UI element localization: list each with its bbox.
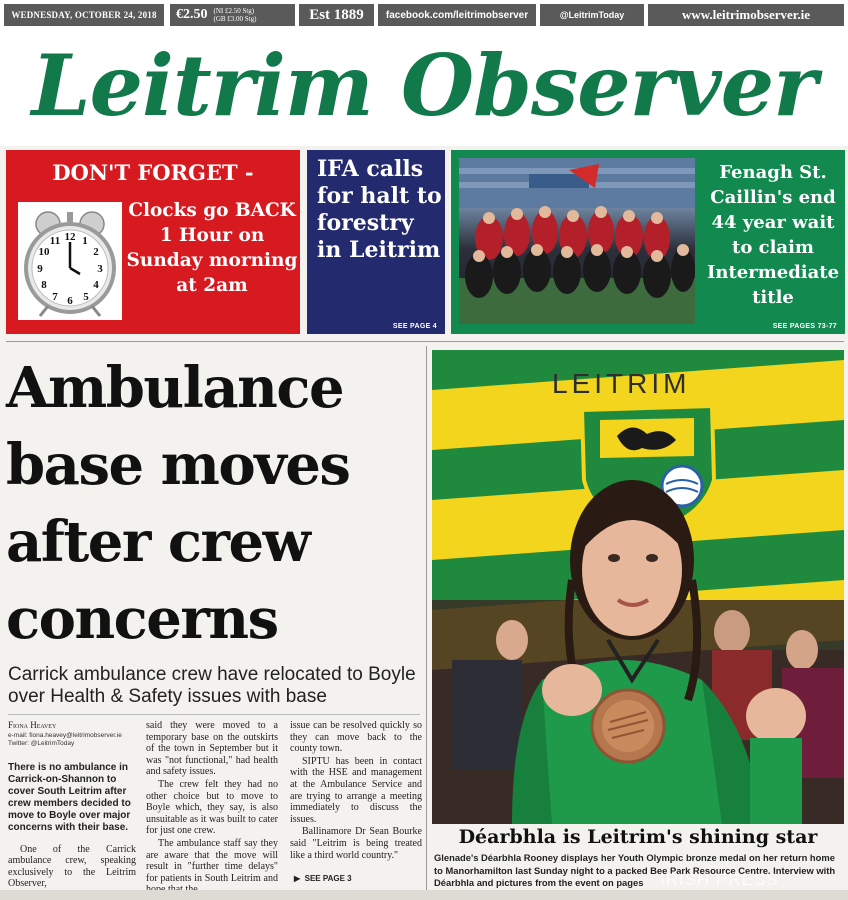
lead-headline[interactable]: Ambulance base moves after crew concerns [6, 355, 350, 652]
arrow-right-icon: ▶ [294, 874, 301, 883]
svg-text:8: 8 [41, 279, 47, 291]
twitter-handle[interactable]: @LeitrimToday [540, 4, 644, 26]
promo-clocks-heading: DON'T FORGET - [52, 160, 254, 185]
article-paragraph: said they were moved to a temporary base on the outskirts of the town in September but it was "not functional," had health and safety issues. [146, 720, 278, 778]
svg-text:4: 4 [93, 279, 99, 291]
facebook-link[interactable]: facebook.com/leitrimobserver [378, 4, 536, 26]
svg-text:12: 12 [64, 231, 76, 243]
team-photo [459, 158, 695, 324]
article-paragraph: Ballinamore Dr Sean Bourke said "Leitrim is being treated like a third world country." [290, 826, 422, 861]
promo-forestry-see-page: SEE PAGE 4 [392, 323, 437, 330]
bottom-strip [0, 890, 848, 900]
divider-horizontal [6, 341, 844, 342]
flag-text: LEITRIM [552, 368, 691, 399]
article-paragraph: issue can be resolved quickly so they can move back to the county town. [290, 720, 422, 755]
established-year: Est 1889 [299, 4, 374, 26]
masthead [0, 30, 848, 146]
cover-price: €2.50 [176, 7, 208, 22]
article-paragraph: One of the Carrick ambulance crew, speaking exclusively to the Leitrim Observer, [8, 843, 136, 890]
svg-text:5: 5 [83, 291, 89, 303]
promo-fenagh-text: Fenagh St. Caillin's end 44 year wait to claim Intermediate title [706, 162, 840, 308]
promo-forestry[interactable] [307, 150, 445, 334]
promo-fenagh-see-page: SEE PAGES 73-77 [772, 323, 837, 330]
price-gb: (GB £3.00 Stg) [213, 15, 257, 23]
byline-twitter[interactable]: Twitter: @LeitrimToday [8, 739, 75, 747]
watermark: IRISH PRESS [660, 870, 779, 889]
article-column-2 [146, 720, 278, 896]
lead-photo[interactable] [432, 350, 844, 824]
byline-name: Fiona Heavey [8, 720, 57, 730]
svg-text:7: 7 [52, 291, 58, 303]
price-ni: (NI £2.50 Stg) [213, 7, 255, 15]
photo-caption-text: Glenade's Déarbhla Rooney displays her Youth Olympic bronze medal on her return home to Manorhamilton last Sunday night to a packed Bee Park Resource Centre. Interview with Déarbhla and pictures from the event on pages [434, 852, 836, 888]
promo-forestry-text: IFA calls for halt to forestry in Leitrim [317, 156, 442, 263]
svg-text:11: 11 [49, 235, 61, 247]
website-link[interactable]: www.leitrimobserver.ie [648, 4, 844, 26]
promo-fenagh[interactable] [451, 150, 845, 334]
article-paragraph: SIPTU has been in contact with the HSE and management at the Ambulance Service and are trying to arrange a meeting immediately to discuss the issues. [290, 755, 422, 825]
svg-text:9: 9 [37, 263, 43, 275]
lead-paragraph: There is no ambulance in Carrick-on-Shannon to cover South Leitrim after crew members decided to move to Boyle over major concerns with their base. [8, 761, 131, 833]
svg-text:2: 2 [93, 246, 99, 258]
cover-price-uk [214, 7, 257, 23]
alarm-clock-icon [18, 202, 122, 320]
issue-date: WEDNESDAY, OCTOBER 24, 2018 [4, 4, 164, 26]
article-paragraph: The ambulance staff say they are aware that the move will result in "further time delays" for patients in South Leitrim and [146, 837, 278, 884]
svg-text:3: 3 [97, 263, 103, 275]
promo-clocks[interactable] [6, 150, 300, 334]
subhead-divider [8, 714, 420, 715]
top-info-bar [0, 0, 848, 30]
photo-caption-title[interactable]: Déarbhla is Leitrim's shining star [458, 826, 818, 848]
article-paragraph: The crew felt they had no other choice but to move to Boyle which, they say, is also unsuitable as it was built to cater for just one crew. [146, 778, 278, 837]
newspaper-title: Leitrim Observer [31, 36, 817, 135]
svg-text:1: 1 [82, 235, 88, 247]
article-column-3 [290, 720, 422, 861]
lead-subhead: Carrick ambulance crew have relocated to Boyle over Health & Safety issues with base [8, 664, 416, 707]
article-column-1 [8, 720, 136, 890]
svg-text:6: 6 [67, 295, 73, 307]
byline-email[interactable]: e-mail: fiona.heavey@leitrimobserver.ie [8, 731, 122, 739]
lead-see-page[interactable] [294, 874, 352, 883]
divider-vertical [426, 346, 427, 890]
promo-clocks-text: Clocks go BACK 1 Hour on Sunday morning at 2am [126, 200, 298, 296]
lead-see-page-label: SEE PAGE 3 [304, 874, 352, 883]
cover-price-box [170, 4, 295, 26]
svg-text:10: 10 [38, 246, 50, 258]
